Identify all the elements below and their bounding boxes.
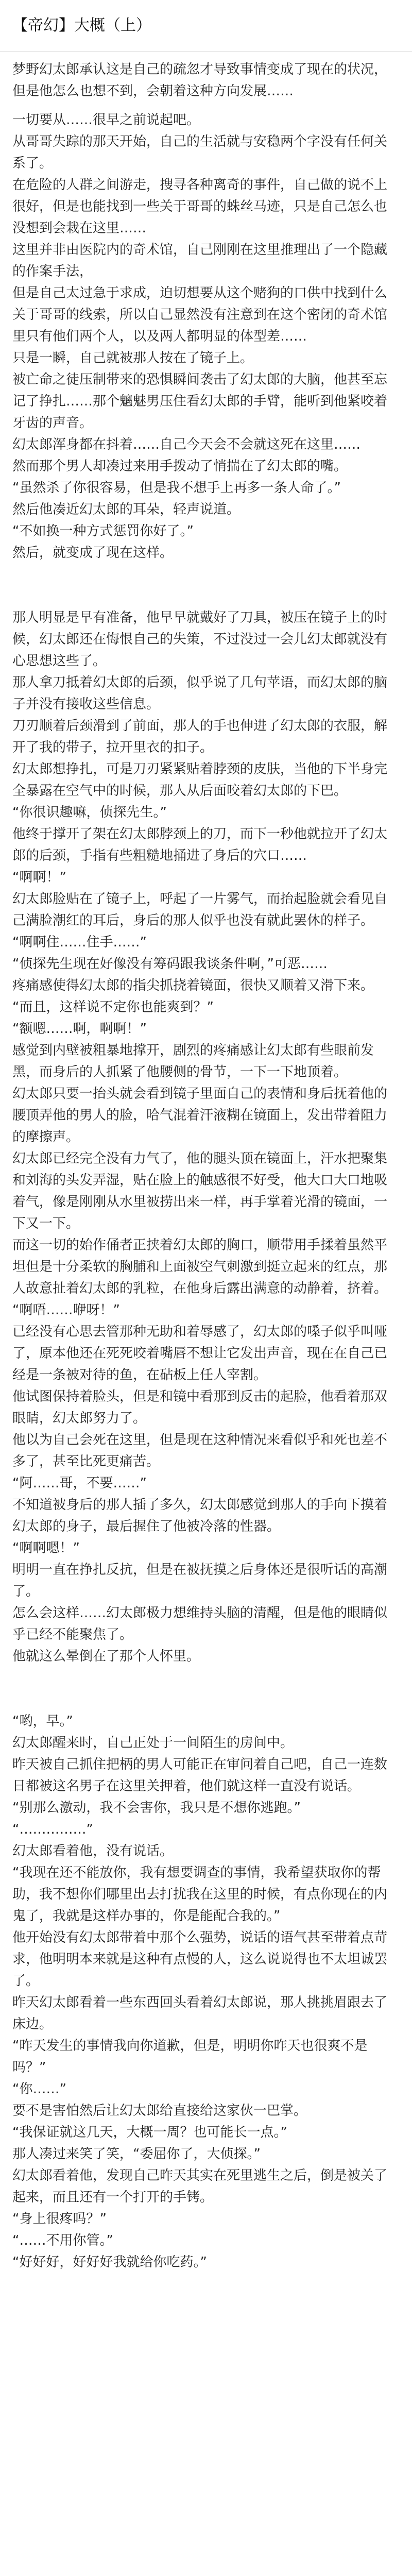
story-paragraph: 梦野幻太郎承认这是自己的疏忽才导致事情变成了现在的状况，但是他怎么也想不到，会朝着这种方向发展…… [12,62,388,99]
chapter-title: 【帝幻】大概（上） [12,16,151,35]
story-paragraph: 一切要从……很早之前说起吧。 从哥哥失踪的那天开始，自己的生活就与安稳两个字没有任何关系了。 在危险的人群之间游走，搜寻各种离奇的事件，自己做的说不上很好，但是也能找到一些关于哥哥的蛛丝马迹，只是自己怎么也没想到会栽在这里…… 这里并非由医院内的奇术馆，自己刚刚在这里推理出了一个隐藏的作案手法， 但是自己太过急于求成，迫切想要从这个赌狗的口供中找到什么关于哥哥的线索，所以自己显然没有注意到在这个密闭的奇术馆里只有他们两个人，以及两人都明显的体型差…… 只是一瞬，自己就被那人按在了镜子上。 被亡命之徒压制带来的恐惧瞬间袭击了幻太郎的大脑，他甚至忘记了挣扎……那个魑魅男压住看幻太郎的手臂，能听到他紧咬着牙齿的声音。 幻太郎浑身都在抖着……自己今天会不会就这死在这里…… 然而那个男人却凑过来用手拨动了悄揣在了幻太郎的嘴。 “虽然杀了你很容易，但是我不想手上再多一条人命了。” 然后他凑近幻太郎的耳朵，轻声说道。 “不如换一种方式惩罚你好了。” 然后，就变成了现在这样。 [12,112,388,561]
story-paragraph: 那人明显是早有准备，他早早就戴好了刀具，被压在镜子上的时候，幻太郎还在悔恨自己的失策，不过没过一会儿幻太郎就没有心思想这些了。 那人拿刀抵着幻太郎的后颈，似乎说了几句苹语，而幻太郎的脑子并没有接收这些信息。 刀刃顺着后颈滑到了前面，那人的手也伸进了幻太郎的衣服，解开了我的带子，拉开里衣的扣子。 幻太郎想挣扎，可是刀刃紧紧贴着脖颈的皮肤，当他的下半身完全暴露在空气中的时候，那人从后面咬着幻太郎的下巴。 “你很识趣嘛，侦探先生。” 他终于撑开了架在幻太郎脖颈上的刀，而下一秒他就拉开了幻太郎的后颈，手指有些粗糙地捅进了身后的穴口…… “啊啊！” 幻太郎脸贴在了镜子上，呼起了一片雾气，而抬起脸就会看见自己满脸潮红的耳后，身后的那人似乎也没有就此罢休的样子。 “啊啊住……住手……” “侦探先生现在好像没有筹码跟我谈条件啊，”可恶…… 疼痛感使得幻太郎的指尖抓挠着镜面，很快又顺着又滑下来。 “而且，这样说不定你也能爽到？” “额嗯……啊，啊啊！” 感觉到内壁被粗暴地撑开，剧烈的疼痛感让幻太郎有些眼前发黑，而身后的人抓紧了他腰侧的骨节，一下一下地顶着。 幻太郎只要一抬头就会看到镜子里面自己的表情和身后抚着他的腰顶弄他的男人的脸，哈气混着汗液糊在镜面上，发出带着阻力的摩擦声。 幻太郎已经完全没有力气了，他的腿头顶在镜面上，汗水把聚集和刘海的头发弄湿，贴在脸上的触感很不好受，他大口大口地吸着气，像是刚刚从水里被捞出来一样，再手掌着光滑的镜面，一下又一下。 而这一切的始作俑者正挟着幻太郎的胸口，顺带用手揉着虽然平坦但是十分柔软的胸脯和上面被空气刺激到挺立起来的红点，那人故意扯着幻太郎的乳粒，在他身后露出满意的动静着，挤着。 “啊唔……咿呀！” 已经没有心思去管那种无助和着辱感了，幻太郎的嗓子似乎叫哑了，原本他还在死死咬着嘴唇不想让它发出声音，现在在自己已经是一条被对待的鱼，在砧板上任人宰割。 他试图保持着脸头，但是和镜中看那到反击的起脸，他看着那双眼睛，幻太郎努力了。 他以为自己会死在这里，但是现在这种情况来看似乎和死也差不多了，甚至比死更痛苦。 “阿……哥，不要……” 不知道被身后的那人插了多久，幻太郎感觉到那人的手向下摸着幻太郎的身子，最后握住了他被冷落的性器。 “啊啊嗯！” 明明一直在挣扎反抗，但是在被抚摸之后身体还是很听话的高潮了。 怎么会这样……幻太郎极力想维持头脑的清醒，但是他的眼睛似乎已经不能聚焦了。 他就这么晕倒在了那个人怀里。 [12,610,388,1664]
story-body [0,52,412,2273]
chapter-header [0,0,412,52]
story-paragraph: “哟，早。” 幻太郎醒来时，自己正处于一间陌生的房间中。 昨天被自己抓住把柄的男人可能正在审问着自己吧，自己一连数日都被这名男子在这里关押着，他们就这样一直没有说话。 “别那么激动，我不会害你，我只是不想你逃跑。” “……………” 幻太郎看着他，没有说话。 “我现在还不能放你，我有想要调查的事情，我希望获取你的帮助，我不想你们哪里出去打扰我在这里的时候，有点你现在的内鬼了，我就是这样办事的，你是能配合我的。” 他开始没有幻太郎带着中那个么强势，说话的语气甚至带着点苛求，他明明本来就是这种有点慢的人，这么说说得也不太坦诚罢了。 昨天幻太郎看着一些东西回头看着幻太郎说，那人挑挑眉跟去了床边。 “昨天发生的事情我向你道歉，但是，明明你昨天也很爽不是吗？” “你……” 要不是害怕然后让幻太郎给直接给这家伙一巴掌。 “我保证就这几天，大概一周？也可能长一点。” 那人凑过来笑了笑，“委屈你了，大侦探。” 幻太郎看着他，发现自己昨天其实在死里逃生之后，倒是被关了起来，而且还有一个打开的手铐。 “身上很疼吗？” “……不用你管。” “好好好，好好好我就给你吃药。” [12,1714,388,2270]
